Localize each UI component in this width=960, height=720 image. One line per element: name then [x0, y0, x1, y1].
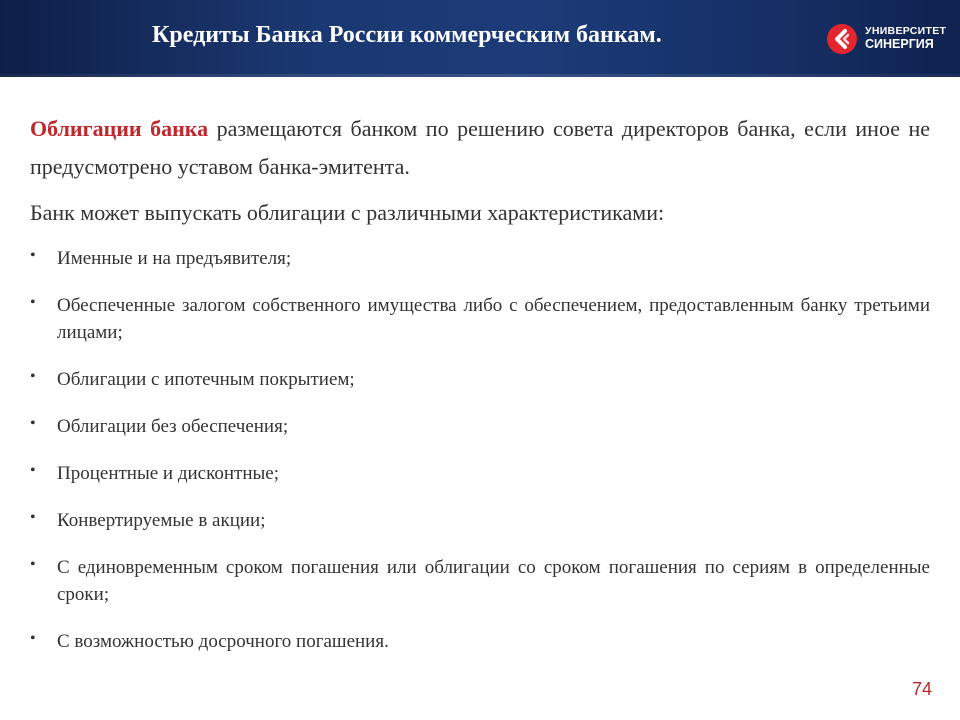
list-item	[30, 366, 930, 393]
list-item	[30, 507, 930, 534]
header-bar	[0, 0, 960, 77]
list-item	[30, 554, 930, 608]
logo-text-university: УНИВЕРСИТЕТ	[865, 25, 947, 37]
bullet-icon: •	[30, 630, 36, 647]
bullet-icon: •	[30, 294, 36, 311]
list-item	[30, 460, 930, 487]
bullet-icon: •	[30, 509, 36, 526]
intro-accent-term: Облигации банка	[30, 116, 209, 141]
list-item-text: Облигации с ипотечным покрытием;	[57, 369, 355, 390]
list-item	[30, 245, 930, 272]
list-item-text: Именные и на предъявителя;	[57, 248, 292, 269]
list-item	[30, 628, 930, 655]
intro-text: размещаются банком по решению совета директоров банка, если иное не предусмотрено уставом банка-эмитента.	[30, 116, 930, 179]
list-item-text: С возможностью досрочного погашения.	[57, 631, 389, 652]
list-item-text: С единовременным сроком погашения или облигации со сроком погашения по сериям в определенные сроки;	[57, 557, 930, 605]
bullet-icon: •	[30, 368, 36, 385]
list-item-text: Конвертируемые в акции;	[57, 510, 266, 531]
list-item-text: Облигации без обеспечения;	[57, 416, 289, 437]
slide-content	[30, 110, 930, 675]
bullet-icon: •	[30, 556, 36, 573]
synergy-logo-icon	[826, 23, 858, 55]
list-item-text: Процентные и дисконтные;	[57, 463, 279, 484]
bullet-icon: •	[30, 247, 36, 264]
slide-title: Кредиты Банка России коммерческим банкам.	[152, 22, 662, 48]
bullet-icon: •	[30, 415, 36, 432]
list-item	[30, 413, 930, 440]
intro-paragraph	[30, 110, 930, 186]
page-number: 74	[911, 679, 932, 699]
list-item	[30, 292, 930, 346]
bond-types-list	[30, 245, 930, 655]
bullet-icon: •	[30, 462, 36, 479]
synergy-logo	[826, 23, 946, 55]
logo-text-synergy: СИНЕРГИЯ	[865, 37, 934, 51]
lead-paragraph: Банк может выпускать облигации с различными характеристиками:	[30, 200, 665, 225]
list-item-text: Обеспеченные залогом собственного имущества либо с обеспечением, предоставленным банку третьими лицами;	[57, 295, 930, 343]
